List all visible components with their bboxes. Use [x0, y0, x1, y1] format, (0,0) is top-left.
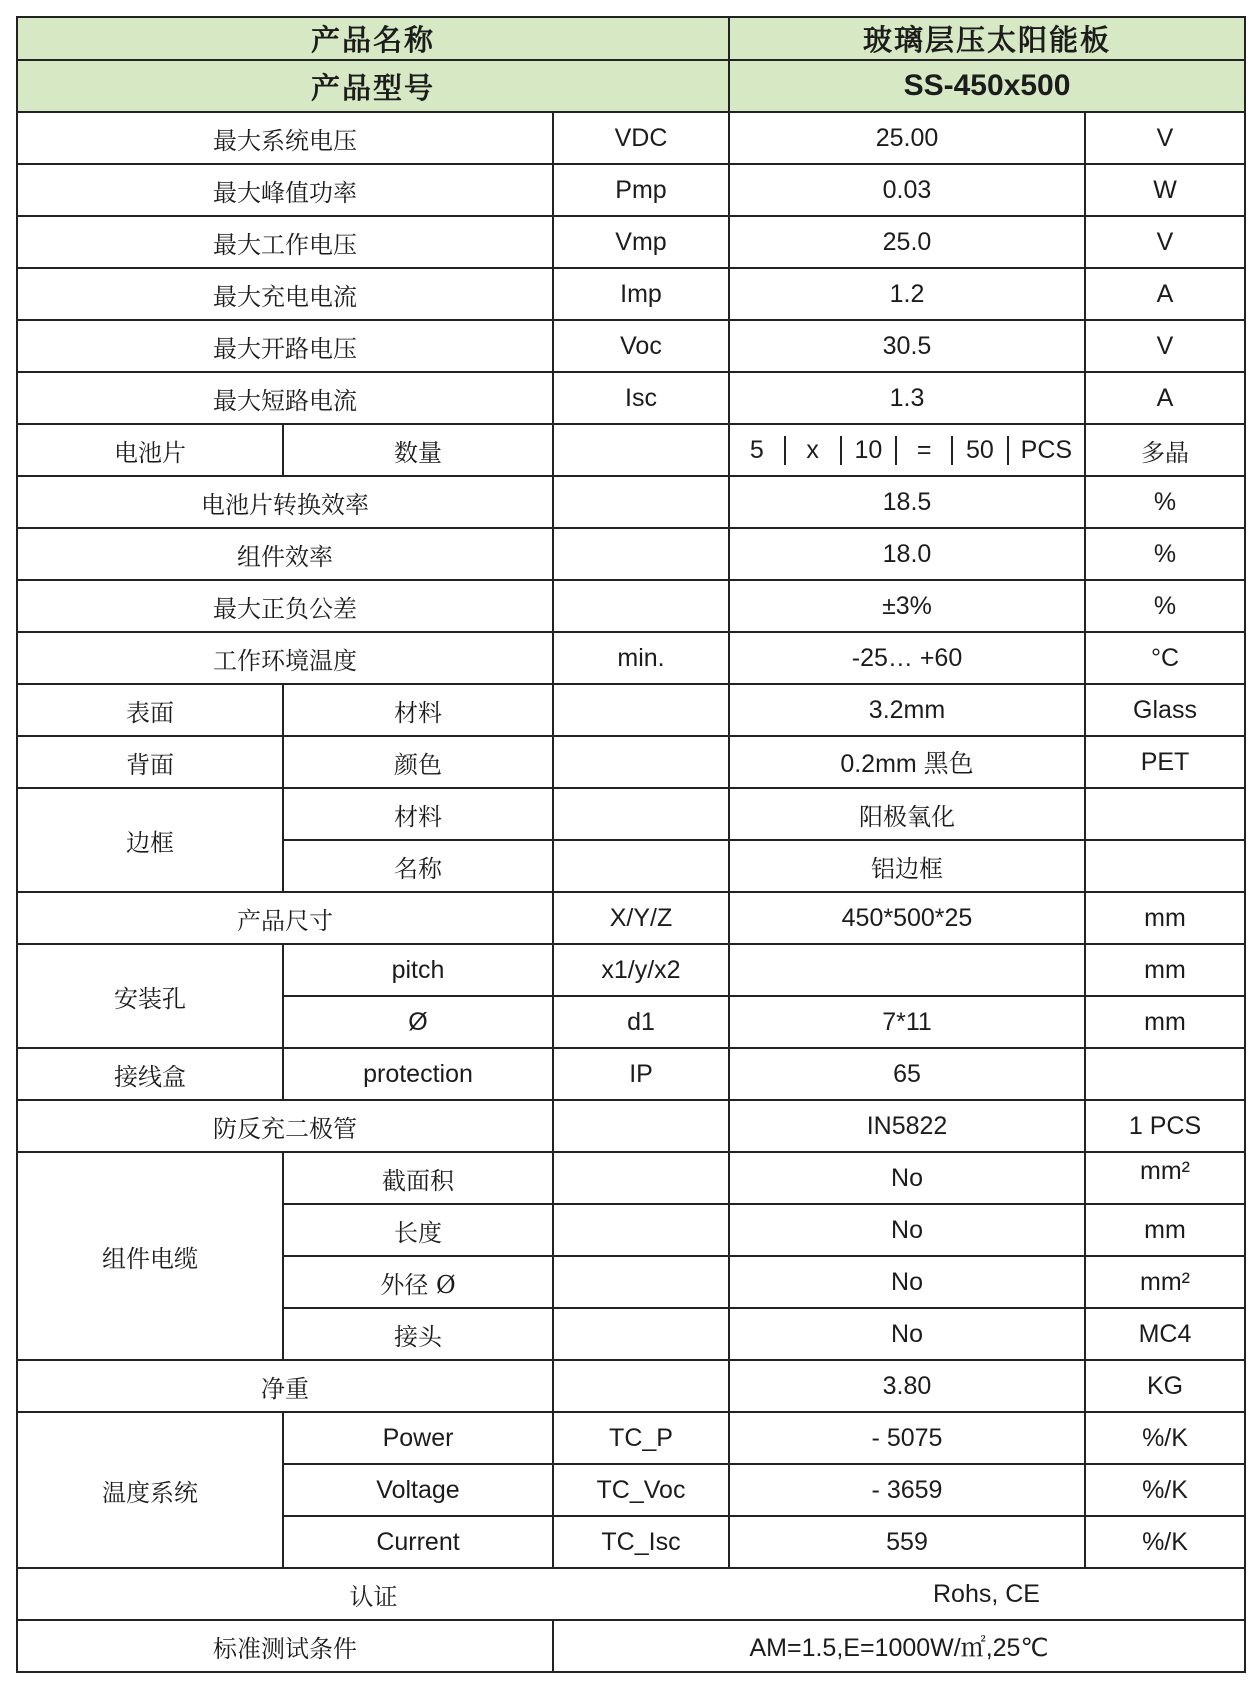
mount-diameter-symbol: d1	[553, 996, 729, 1048]
cable-value: No	[729, 1204, 1085, 1256]
empty-cell	[553, 1152, 729, 1204]
spec-value: 25.00	[729, 112, 1085, 164]
module-efficiency-label: 组件效率	[17, 528, 553, 580]
weight-value: 3.80	[729, 1360, 1085, 1412]
spec-value: 1.3	[729, 372, 1085, 424]
temp-range-row	[17, 632, 1245, 684]
spec-row	[17, 372, 1245, 424]
weight-label: 净重	[17, 1360, 553, 1412]
spec-row	[17, 112, 1245, 164]
empty-cell	[553, 1100, 729, 1152]
cable-label: 组件电缆	[17, 1152, 283, 1360]
spec-value: 25.0	[729, 216, 1085, 268]
junction-box-value: 65	[729, 1048, 1085, 1100]
spec-label: 最大工作电压	[17, 216, 553, 268]
empty-cell	[553, 1204, 729, 1256]
cell-efficiency-row	[17, 476, 1245, 528]
product-name-row	[17, 17, 1245, 60]
spec-unit: V	[1085, 320, 1245, 372]
mount-pitch-symbol: x1/y/x2	[553, 944, 729, 996]
junction-box-symbol: IP	[553, 1048, 729, 1100]
mount-row	[17, 944, 1245, 996]
stc-value: AM=1.5,E=1000W/㎡,25℃	[553, 1620, 1245, 1672]
size-value: 450*500*25	[729, 892, 1085, 944]
mount-diameter-unit: mm	[1085, 996, 1245, 1048]
cell-count-total: 50	[953, 436, 1009, 465]
spec-label: 最大开路电压	[17, 320, 553, 372]
stc-row	[17, 1620, 1245, 1672]
back-sub-label: 颜色	[283, 736, 553, 788]
mount-diameter-value: 7*11	[729, 996, 1085, 1048]
temp-system-label: 温度系统	[17, 1412, 283, 1568]
cell-count-row	[17, 424, 1245, 476]
mount-pitch-label: pitch	[283, 944, 553, 996]
cell-count-b: 10	[842, 436, 898, 465]
temp-coefficient-label: Voltage	[283, 1464, 553, 1516]
tolerance-label: 最大正负公差	[17, 580, 553, 632]
cable-unit: mm	[1085, 1204, 1245, 1256]
cell-efficiency-value: 18.5	[729, 476, 1085, 528]
empty-cell	[553, 1256, 729, 1308]
cell-efficiency-unit: %	[1085, 476, 1245, 528]
empty-cell	[553, 1360, 729, 1412]
mount-label: 安装孔	[17, 944, 283, 1048]
cable-sub-label: 长度	[283, 1204, 553, 1256]
temp-coefficient-label: Current	[283, 1516, 553, 1568]
temp-coefficient-symbol: TC_Isc	[553, 1516, 729, 1568]
frame-sub-label-name: 名称	[283, 840, 553, 892]
cable-sub-label: 接头	[283, 1308, 553, 1360]
back-value: 0.2mm 黑色	[729, 736, 1085, 788]
frame-material-value: 阳极氧化	[729, 788, 1085, 840]
cell-count-pcs: PCS	[1020, 435, 1073, 464]
tolerance-value: ±3%	[729, 580, 1085, 632]
spec-unit: A	[1085, 268, 1245, 320]
product-name-label: 产品名称	[17, 17, 729, 60]
junction-box-label: 接线盒	[17, 1048, 283, 1100]
surface-row	[17, 684, 1245, 736]
spec-row	[17, 216, 1245, 268]
cable-unit: MC4	[1085, 1308, 1245, 1360]
spec-symbol: VDC	[553, 112, 729, 164]
frame-name-value: 铝边框	[729, 840, 1085, 892]
product-name-value: 玻璃层压太阳能板	[729, 17, 1245, 60]
size-symbol: X/Y/Z	[553, 892, 729, 944]
surface-label: 表面	[17, 684, 283, 736]
temp-range-value: -25… +60	[729, 632, 1085, 684]
spec-label: 最大充电电流	[17, 268, 553, 320]
size-label: 产品尺寸	[17, 892, 553, 944]
module-efficiency-row	[17, 528, 1245, 580]
cell-sub-label: 数量	[283, 424, 553, 476]
temp-coefficient-row	[17, 1412, 1245, 1464]
surface-unit: Glass	[1085, 684, 1245, 736]
back-label: 背面	[17, 736, 283, 788]
weight-row	[17, 1360, 1245, 1412]
tolerance-unit: %	[1085, 580, 1245, 632]
empty-cell	[553, 580, 729, 632]
product-model-row	[17, 60, 1245, 112]
spec-unit: V	[1085, 112, 1245, 164]
empty-cell	[1085, 788, 1245, 840]
weight-unit: KG	[1085, 1360, 1245, 1412]
cable-sub-label: 截面积	[283, 1152, 553, 1204]
surface-value: 3.2mm	[729, 684, 1085, 736]
temp-coefficient-value: 559	[729, 1516, 1085, 1568]
empty-cell	[553, 684, 729, 736]
temp-coefficient-symbol: TC_P	[553, 1412, 729, 1464]
surface-sub-label: 材料	[283, 684, 553, 736]
cell-efficiency-label: 电池片转换效率	[17, 476, 553, 528]
spec-label: 最大短路电流	[17, 372, 553, 424]
size-row	[17, 892, 1245, 944]
cell-symbol-empty	[553, 424, 729, 476]
junction-box-unit	[1085, 1048, 1245, 1100]
spec-row	[17, 268, 1245, 320]
spec-row	[17, 164, 1245, 216]
empty-cell	[553, 788, 729, 840]
junction-box-sub-label: protection	[283, 1048, 553, 1100]
module-efficiency-value: 18.0	[729, 528, 1085, 580]
spec-value: 30.5	[729, 320, 1085, 372]
temp-range-unit: °C	[1085, 632, 1245, 684]
spec-label: 最大系统电压	[17, 112, 553, 164]
diode-value: IN5822	[729, 1100, 1085, 1152]
cell-count-breakdown	[729, 424, 1085, 476]
temp-coefficient-value: - 3659	[729, 1464, 1085, 1516]
cable-row	[17, 1152, 1245, 1204]
back-unit: PET	[1085, 736, 1245, 788]
temp-coefficient-symbol: TC_Voc	[553, 1464, 729, 1516]
spec-row	[17, 320, 1245, 372]
spec-unit: W	[1085, 164, 1245, 216]
frame-label: 边框	[17, 788, 283, 892]
product-model-value: SS-450x500	[729, 60, 1245, 112]
empty-cell	[1085, 840, 1245, 892]
temp-coefficient-value: - 5075	[729, 1412, 1085, 1464]
empty-cell	[553, 528, 729, 580]
spec-symbol: Imp	[553, 268, 729, 320]
spec-label: 最大峰值功率	[17, 164, 553, 216]
diode-row	[17, 1100, 1245, 1152]
spec-symbol: Pmp	[553, 164, 729, 216]
cell-count-x: x	[786, 436, 842, 465]
stc-label: 标准测试条件	[17, 1620, 553, 1672]
diode-label: 防反充二极管	[17, 1100, 553, 1152]
size-unit: mm	[1085, 892, 1245, 944]
spec-unit: A	[1085, 372, 1245, 424]
mount-pitch-unit: mm	[1085, 944, 1245, 996]
temp-range-symbol: min.	[553, 632, 729, 684]
empty-cell	[553, 1308, 729, 1360]
temp-coefficient-label: Power	[283, 1412, 553, 1464]
cable-value: No	[729, 1256, 1085, 1308]
spec-symbol: Vmp	[553, 216, 729, 268]
spec-value: 0.03	[729, 164, 1085, 216]
product-model-label: 产品型号	[17, 60, 729, 112]
temp-range-label: 工作环境温度	[17, 632, 553, 684]
back-row	[17, 736, 1245, 788]
cable-value: No	[729, 1308, 1085, 1360]
frame-sub-label-material: 材料	[283, 788, 553, 840]
mount-diameter-label: Ø	[283, 996, 553, 1048]
spec-value: 1.2	[729, 268, 1085, 320]
frame-row	[17, 788, 1245, 840]
empty-cell	[553, 476, 729, 528]
temp-coefficient-unit: %/K	[1085, 1412, 1245, 1464]
diode-unit: 1 PCS	[1085, 1100, 1245, 1152]
spec-sheet	[16, 16, 1246, 1673]
temp-coefficient-unit: %/K	[1085, 1516, 1245, 1568]
cell-label: 电池片	[17, 424, 283, 476]
spec-unit: V	[1085, 216, 1245, 268]
cable-value: No	[729, 1152, 1085, 1204]
cable-sub-label: 外径 Ø	[283, 1256, 553, 1308]
mount-pitch-value	[729, 944, 1085, 996]
empty-cell	[553, 840, 729, 892]
spec-symbol: Voc	[553, 320, 729, 372]
cell-type: 多晶	[1085, 424, 1245, 476]
cell-count-eq: =	[897, 436, 953, 465]
cell-count-a: 5	[730, 436, 786, 465]
spec-table	[16, 16, 1246, 1673]
certification-row	[17, 1568, 1245, 1620]
cable-unit: mm²	[1085, 1256, 1245, 1308]
temp-coefficient-unit: %/K	[1085, 1464, 1245, 1516]
junction-box-row	[17, 1048, 1245, 1100]
empty-cell	[553, 736, 729, 788]
spec-symbol: Isc	[553, 372, 729, 424]
cable-unit: mm²	[1085, 1152, 1245, 1204]
certification-label: 认证	[17, 1568, 729, 1620]
tolerance-row	[17, 580, 1245, 632]
certification-value: Rohs, CE	[729, 1568, 1245, 1620]
module-efficiency-unit: %	[1085, 528, 1245, 580]
